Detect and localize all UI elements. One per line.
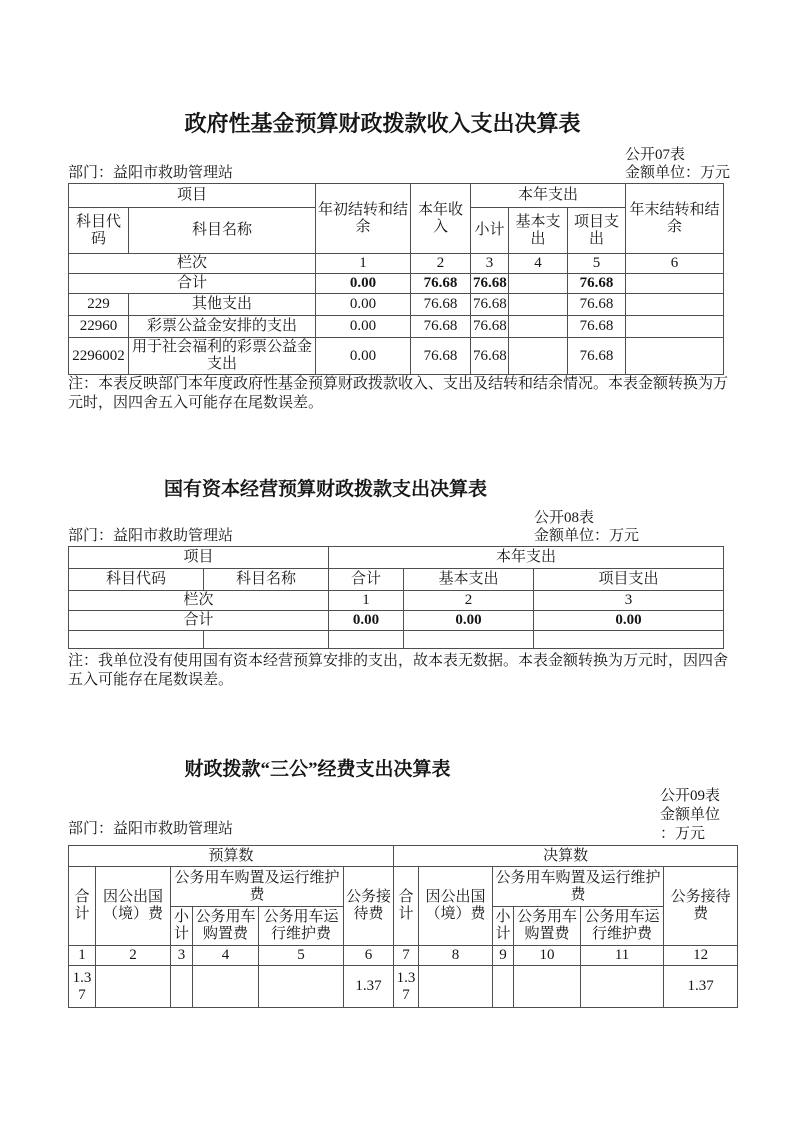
t1-header-expense: 本年支出 <box>471 184 626 208</box>
table3-form-number: 公开09表 <box>660 788 721 804</box>
t1-header-end-balance: 年末结转和结余 <box>626 184 724 254</box>
t1-header-code: 科目代码 <box>69 208 129 254</box>
table3-unit-line2: ：万元 <box>660 826 706 842</box>
t3-header-purchase-final: 公务用车购置费 <box>514 907 581 946</box>
t3-col-index: 8 <box>419 946 493 966</box>
t1-row-value: 76.68 <box>568 294 626 316</box>
t2-empty-cell <box>404 631 534 649</box>
t3-value-total-final: 1.37 <box>394 966 419 1008</box>
t2-total-label: 合计 <box>69 611 329 631</box>
t3-col-index: 11 <box>581 946 664 966</box>
t3-col-index: 12 <box>664 946 738 966</box>
t1-row-value <box>509 316 568 338</box>
t1-row-name: 彩票公益金安排的支出 <box>129 316 316 338</box>
t1-row-value: 76.68 <box>568 338 626 375</box>
t2-col-index: 1 <box>329 591 404 611</box>
t1-data-row <box>69 338 724 375</box>
t3-col-index: 1 <box>69 946 96 966</box>
t3-col-index: 2 <box>96 946 171 966</box>
t3-value-abroad-final <box>419 966 493 1008</box>
t2-total-value: 0.00 <box>534 611 724 631</box>
t1-header-income: 本年收入 <box>411 184 471 254</box>
t3-header-abroad-budget: 因公出国（境）费 <box>96 867 171 946</box>
t2-col-index: 3 <box>534 591 724 611</box>
t2-col-index: 2 <box>404 591 534 611</box>
t3-header-total-budget: 合计 <box>69 867 96 946</box>
t2-header-row-2 <box>69 569 724 591</box>
t3-header-abroad-final: 因公出国（境）费 <box>419 867 493 946</box>
t3-header-vehicle-budget: 公务用车购置及运行维护费 <box>171 867 344 907</box>
t1-total-value: 76.68 <box>568 274 626 294</box>
t2-empty-cell <box>204 631 329 649</box>
t1-header-row-1 <box>69 184 724 208</box>
t3-col-index: 10 <box>514 946 581 966</box>
t1-row-value <box>626 338 724 375</box>
t1-row-value: 0.00 <box>316 316 411 338</box>
t2-header-basic: 基本支出 <box>404 569 534 591</box>
t3-col-index: 5 <box>259 946 344 966</box>
t3-header-row-1 <box>69 846 738 867</box>
t1-row-value <box>509 338 568 375</box>
t2-header-row-1 <box>69 547 724 569</box>
t2-header-expense: 本年支出 <box>329 547 724 569</box>
t3-col-index: 7 <box>394 946 419 966</box>
t2-empty-row <box>69 631 724 649</box>
t1-col-index: 2 <box>411 254 471 274</box>
t1-row-value: 0.00 <box>316 338 411 375</box>
t1-total-value <box>626 274 724 294</box>
t3-value-abroad-budget <box>96 966 171 1008</box>
t2-empty-cell <box>534 631 724 649</box>
t3-col-index: 9 <box>493 946 514 966</box>
t2-total-value: 0.00 <box>329 611 404 631</box>
t1-data-row <box>69 294 724 316</box>
t1-col-index: 5 <box>568 254 626 274</box>
t1-col-index: 3 <box>471 254 509 274</box>
t1-col-index: 6 <box>626 254 724 274</box>
t1-row-value: 76.68 <box>471 316 509 338</box>
t1-column-index-row <box>69 254 724 274</box>
t2-header-total: 合计 <box>329 569 404 591</box>
t1-total-label: 合计 <box>69 274 316 294</box>
t1-row-name: 其他支出 <box>129 294 316 316</box>
t2-header-name: 科目名称 <box>204 569 329 591</box>
t3-value-maintenance-budget <box>259 966 344 1008</box>
t3-column-index-row <box>69 946 738 966</box>
t1-header-subtotal: 小计 <box>471 208 509 254</box>
t1-row-value: 76.68 <box>411 294 471 316</box>
t1-row-value: 0.00 <box>316 294 411 316</box>
table1-form-number: 公开07表 <box>625 147 686 163</box>
t3-header-maintenance-final: 公务用车运行维护费 <box>581 907 664 946</box>
three-public-table <box>68 845 738 1008</box>
table3-title: 财政拨款“三公”经费支出决算表 <box>184 759 451 780</box>
t1-header-project-exp: 项目支出 <box>568 208 626 254</box>
table1-unit: 金额单位：万元 <box>625 165 731 181</box>
t3-header-subtotal-budget: 小计 <box>171 907 193 946</box>
t1-total-row <box>69 274 724 294</box>
t1-col-index: 4 <box>509 254 568 274</box>
t1-row-value <box>626 294 724 316</box>
t3-header-purchase-budget: 公务用车购置费 <box>193 907 259 946</box>
table2-form-number: 公开08表 <box>534 510 595 526</box>
t1-total-value <box>509 274 568 294</box>
gov-fund-table <box>68 183 724 375</box>
t3-header-final: 决算数 <box>394 846 738 867</box>
t3-header-maintenance-budget: 公务用车运行维护费 <box>259 907 344 946</box>
table3-department: 部门：益阳市救助管理站 <box>68 821 234 837</box>
t1-header-basic: 基本支出 <box>509 208 568 254</box>
t3-value-reception-final: 1.37 <box>664 966 738 1008</box>
t3-value-purchase-final <box>514 966 581 1008</box>
t1-row-value: 76.68 <box>471 294 509 316</box>
t1-lanci-label: 栏次 <box>69 254 316 274</box>
t3-value-reception-budget: 1.37 <box>344 966 394 1008</box>
t1-row-value: 76.68 <box>411 338 471 375</box>
t1-row-value: 76.68 <box>471 338 509 375</box>
table1-note: 注：本表反映部门本年度政府性基金预算财政拨款收入、支出及结转和结余情况。本表金额转换为万元时，因四舍五入可能存在尾数误差。 <box>68 376 729 411</box>
t2-total-value: 0.00 <box>404 611 534 631</box>
t1-data-row <box>69 316 724 338</box>
t1-row-code: 22960 <box>69 316 129 338</box>
t1-row-value: 76.68 <box>411 316 471 338</box>
t3-header-reception-final: 公务接待费 <box>664 867 738 946</box>
t1-total-value: 0.00 <box>316 274 411 294</box>
t1-row-value <box>626 316 724 338</box>
t1-header-begin-balance: 年初结转和结余 <box>316 184 411 254</box>
t3-value-subtotal-budget <box>171 966 193 1008</box>
t2-empty-cell <box>69 631 204 649</box>
t3-value-total-budget: 1.37 <box>69 966 96 1008</box>
t3-header-total-final: 合计 <box>394 867 419 946</box>
t3-header-reception-budget: 公务接待费 <box>344 867 394 946</box>
t3-value-purchase-budget <box>193 966 259 1008</box>
t1-row-code: 2296002 <box>69 338 129 375</box>
t3-value-subtotal-final <box>493 966 514 1008</box>
t1-total-value: 76.68 <box>471 274 509 294</box>
t2-header-project: 项目 <box>69 547 329 569</box>
t3-value-maintenance-final <box>581 966 664 1008</box>
t3-col-index: 4 <box>193 946 259 966</box>
t2-header-code: 科目代码 <box>69 569 204 591</box>
table2-note: 注：我单位没有使用国有资本经营预算安排的支出，故本表无数据。本表金额转换为万元时，因四舍五入可能存在尾数误差。 <box>68 653 729 688</box>
t1-header-name: 科目名称 <box>129 208 316 254</box>
state-capital-table <box>68 546 724 649</box>
t3-header-vehicle-final: 公务用车购置及运行维护费 <box>493 867 664 907</box>
table2-title: 国有资本经营预算财政拨款支出决算表 <box>163 479 487 500</box>
t3-header-row-2 <box>69 867 738 907</box>
t2-column-index-row <box>69 591 724 611</box>
t1-row-code: 229 <box>69 294 129 316</box>
t2-empty-cell <box>329 631 404 649</box>
t1-row-value <box>509 294 568 316</box>
table3-unit-line1: 金额单位 <box>660 807 721 823</box>
t3-data-row <box>69 966 738 1008</box>
t1-row-name: 用于社会福利的彩票公益金支出 <box>129 338 316 375</box>
t3-col-index: 6 <box>344 946 394 966</box>
table2-department: 部门：益阳市救助管理站 <box>68 528 234 544</box>
t2-lanci-label: 栏次 <box>69 591 329 611</box>
table1-title: 政府性基金预算财政拨款收入支出决算表 <box>184 111 581 136</box>
t1-row-value: 76.68 <box>568 316 626 338</box>
t1-col-index: 1 <box>316 254 411 274</box>
table1-department: 部门：益阳市救助管理站 <box>68 165 234 181</box>
t2-total-row <box>69 611 724 631</box>
t1-header-project: 项目 <box>69 184 316 208</box>
t3-header-budget: 预算数 <box>69 846 394 867</box>
table2-unit: 金额单位：万元 <box>534 528 640 544</box>
t3-col-index: 3 <box>171 946 193 966</box>
t2-header-project-exp: 项目支出 <box>534 569 724 591</box>
t1-total-value: 76.68 <box>411 274 471 294</box>
t3-header-subtotal-final: 小计 <box>493 907 514 946</box>
